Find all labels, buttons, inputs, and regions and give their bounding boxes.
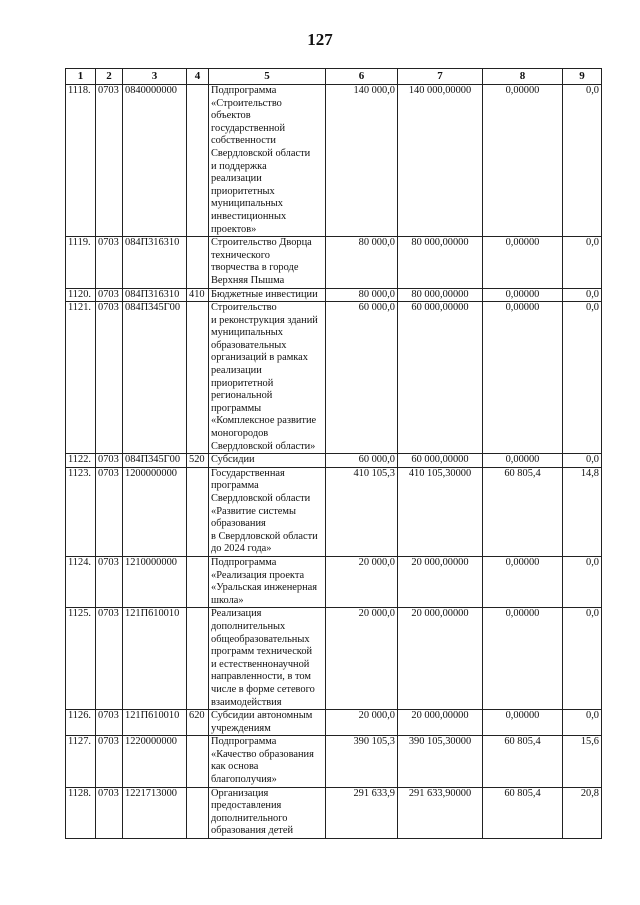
table-row (66, 736, 602, 787)
expense-type (187, 302, 209, 454)
target-code: 084П345Г00 (123, 454, 187, 468)
header-col-4: 4 (187, 69, 209, 85)
item-name: Государственная программа Свердловской области «Развитие системы образования в Свердловской области до 2024 года» (209, 467, 326, 556)
section-code: 0703 (96, 467, 123, 556)
header-col-7: 7 (398, 69, 483, 85)
section-code: 0703 (96, 288, 123, 302)
planned-amount: 80 000,0 (326, 288, 398, 302)
approved-amount: 20 000,00000 (398, 608, 483, 710)
target-code: 1210000000 (123, 556, 187, 607)
approved-amount: 20 000,00000 (398, 710, 483, 736)
expense-type: 620 (187, 710, 209, 736)
execution-percent: 0,0 (563, 710, 602, 736)
section-code: 0703 (96, 710, 123, 736)
row-number: 1125. (66, 608, 96, 710)
header-col-1: 1 (66, 69, 96, 85)
executed-amount: 0,00000 (483, 608, 563, 710)
row-number: 1123. (66, 467, 96, 556)
planned-amount: 60 000,0 (326, 302, 398, 454)
table-row (66, 85, 602, 237)
target-code: 084П316310 (123, 237, 187, 288)
item-name: Строительство и реконструкция зданий муниципальных образовательных организаций в рамках реализации приоритетной региональной программы «Комплексное развитие моногородов Свердловской области» (209, 302, 326, 454)
target-code: 1200000000 (123, 467, 187, 556)
header-col-5: 5 (209, 69, 326, 85)
expense-type: 410 (187, 288, 209, 302)
item-name: Субсидии (209, 454, 326, 468)
header-col-8: 8 (483, 69, 563, 85)
row-number: 1118. (66, 85, 96, 237)
table-row (66, 288, 602, 302)
item-name: Подпрограмма «Реализация проекта «Уральская инженерная школа» (209, 556, 326, 607)
item-name: Подпрограмма «Строительство объектов государственной собственности Свердловской области и поддержка реализации приоритетных муниципальных инвестиционных проектов» (209, 85, 326, 237)
target-code: 1221713000 (123, 787, 187, 838)
header-col-3: 3 (123, 69, 187, 85)
executed-amount: 0,00000 (483, 302, 563, 454)
target-code: 121П610010 (123, 608, 187, 710)
section-code: 0703 (96, 556, 123, 607)
approved-amount: 80 000,00000 (398, 237, 483, 288)
executed-amount: 60 805,4 (483, 736, 563, 787)
table-row (66, 710, 602, 736)
section-code: 0703 (96, 454, 123, 468)
approved-amount: 410 105,30000 (398, 467, 483, 556)
approved-amount: 80 000,00000 (398, 288, 483, 302)
expense-type (187, 467, 209, 556)
expense-type (187, 237, 209, 288)
planned-amount: 60 000,0 (326, 454, 398, 468)
approved-amount: 20 000,00000 (398, 556, 483, 607)
section-code: 0703 (96, 302, 123, 454)
expense-type (187, 556, 209, 607)
executed-amount: 0,00000 (483, 454, 563, 468)
row-number: 1126. (66, 710, 96, 736)
execution-percent: 0,0 (563, 608, 602, 710)
section-code: 0703 (96, 85, 123, 237)
table-header-row (66, 69, 602, 85)
table-row (66, 556, 602, 607)
header-col-9: 9 (563, 69, 602, 85)
table-row (66, 608, 602, 710)
row-number: 1119. (66, 237, 96, 288)
planned-amount: 20 000,0 (326, 608, 398, 710)
planned-amount: 291 633,9 (326, 787, 398, 838)
planned-amount: 20 000,0 (326, 556, 398, 607)
item-name: Бюджетные инвестиции (209, 288, 326, 302)
execution-percent: 0,0 (563, 302, 602, 454)
planned-amount: 80 000,0 (326, 237, 398, 288)
expense-type (187, 736, 209, 787)
section-code: 0703 (96, 608, 123, 710)
budget-table (65, 68, 602, 839)
executed-amount: 0,00000 (483, 556, 563, 607)
approved-amount: 140 000,00000 (398, 85, 483, 237)
execution-percent: 0,0 (563, 288, 602, 302)
expense-type: 520 (187, 454, 209, 468)
page-number: 127 (307, 30, 333, 49)
expense-type (187, 787, 209, 838)
row-number: 1127. (66, 736, 96, 787)
target-code: 084П345Г00 (123, 302, 187, 454)
section-code: 0703 (96, 237, 123, 288)
executed-amount: 0,00000 (483, 85, 563, 237)
item-name: Строительство Дворца технического творчества в городе Верхняя Пышма (209, 237, 326, 288)
table-row (66, 302, 602, 454)
execution-percent: 0,0 (563, 556, 602, 607)
executed-amount: 60 805,4 (483, 787, 563, 838)
execution-percent: 0,0 (563, 237, 602, 288)
target-code: 0840000000 (123, 85, 187, 237)
executed-amount: 60 805,4 (483, 467, 563, 556)
section-code: 0703 (96, 787, 123, 838)
approved-amount: 60 000,00000 (398, 454, 483, 468)
planned-amount: 140 000,0 (326, 85, 398, 237)
execution-percent: 14,8 (563, 467, 602, 556)
planned-amount: 20 000,0 (326, 710, 398, 736)
planned-amount: 390 105,3 (326, 736, 398, 787)
target-code: 121П610010 (123, 710, 187, 736)
target-code: 1220000000 (123, 736, 187, 787)
execution-percent: 0,0 (563, 454, 602, 468)
header-col-6: 6 (326, 69, 398, 85)
row-number: 1120. (66, 288, 96, 302)
row-number: 1121. (66, 302, 96, 454)
item-name: Подпрограмма «Качество образования как основа благополучия» (209, 736, 326, 787)
executed-amount: 0,00000 (483, 237, 563, 288)
table-row (66, 237, 602, 288)
executed-amount: 0,00000 (483, 288, 563, 302)
execution-percent: 15,6 (563, 736, 602, 787)
table-row (66, 787, 602, 838)
execution-percent: 20,8 (563, 787, 602, 838)
section-code: 0703 (96, 736, 123, 787)
expense-type (187, 85, 209, 237)
approved-amount: 60 000,00000 (398, 302, 483, 454)
planned-amount: 410 105,3 (326, 467, 398, 556)
target-code: 084П316310 (123, 288, 187, 302)
approved-amount: 390 105,30000 (398, 736, 483, 787)
header-col-2: 2 (96, 69, 123, 85)
table-row (66, 454, 602, 468)
table-row (66, 467, 602, 556)
expense-type (187, 608, 209, 710)
row-number: 1122. (66, 454, 96, 468)
approved-amount: 291 633,90000 (398, 787, 483, 838)
row-number: 1128. (66, 787, 96, 838)
executed-amount: 0,00000 (483, 710, 563, 736)
item-name: Субсидии автономным учреждениям (209, 710, 326, 736)
row-number: 1124. (66, 556, 96, 607)
execution-percent: 0,0 (563, 85, 602, 237)
item-name: Организация предоставления дополнительного образования детей (209, 787, 326, 838)
item-name: Реализация дополнительных общеобразовательных программ технической и естественнонаучной направленности, в том числе в форме сетевого взаимодействия (209, 608, 326, 710)
